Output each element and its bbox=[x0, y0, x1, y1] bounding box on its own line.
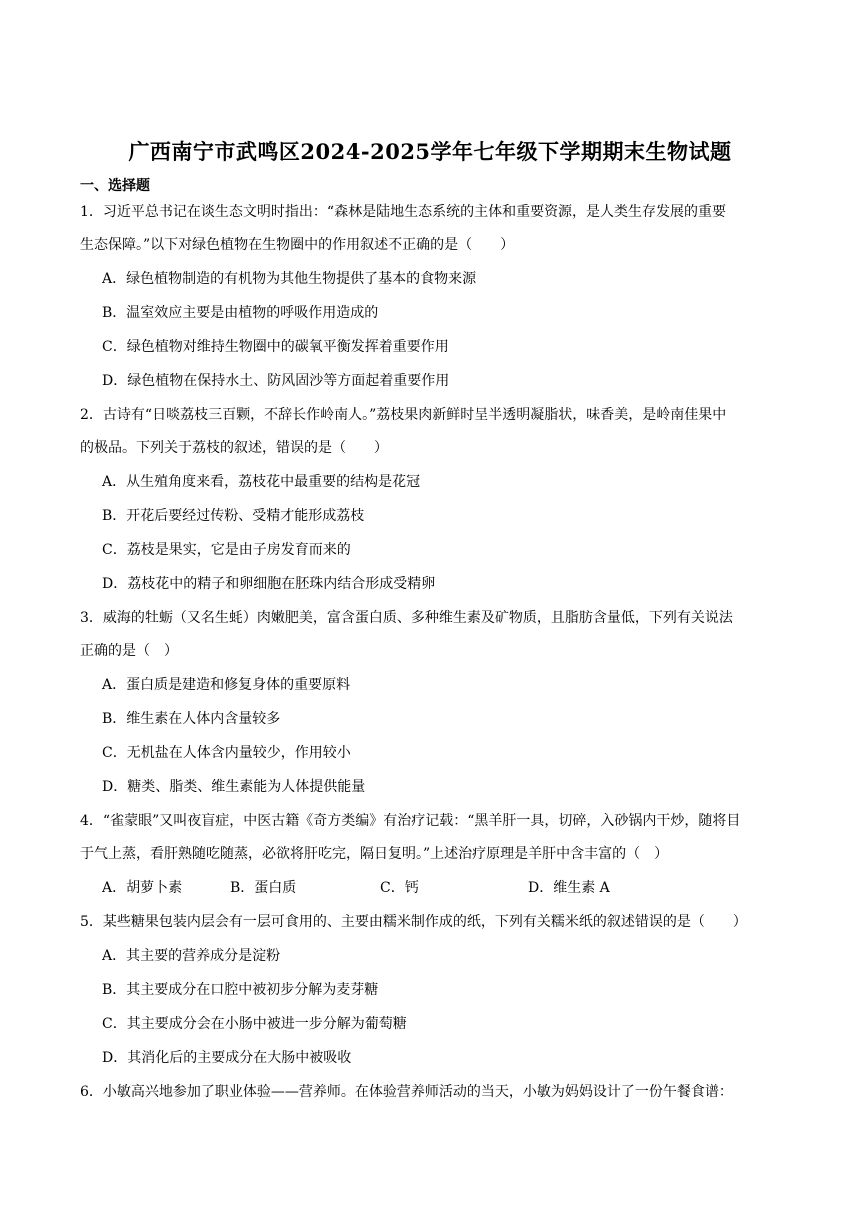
question-5-option-c: C．其主要成分会在小肠中被进一步分解为葡萄糖 bbox=[102, 1016, 407, 1032]
question-5-option-a: A．其主要的营养成分是淀粉 bbox=[102, 948, 281, 964]
section-heading: 一、选择题 bbox=[80, 178, 150, 194]
question-6-line-1: 6．小敏高兴地参加了职业体验——营养师。在体验营养师活动的当天，小敏为妈妈设计了一份午餐食谱： bbox=[80, 1084, 733, 1100]
question-3-line-2: 正确的是（ ） bbox=[80, 643, 178, 659]
question-1-option-d: D．绿色植物在保持水土、防风固沙等方面起着重要作用 bbox=[102, 373, 450, 389]
question-4-option-d: D．维生素 A bbox=[528, 880, 610, 896]
question-3-line-1: 3．威海的牡蛎（又名生蚝）肉嫩肥美，富含蛋白质、多种维生素及矿物质，且脂肪含量低，下列有关说法 bbox=[80, 610, 733, 626]
question-4-line-1: 4．“雀蒙眼”又叫夜盲症，中医古籍《奇方类编》有治疗记载：“黑羊肝一具，切碎，入砂锅内干炒，随将目 bbox=[80, 813, 741, 829]
question-2-option-a: A．从生殖角度来看，荔枝花中最重要的结构是花冠 bbox=[102, 474, 421, 490]
question-4-line-2: 于气上蒸，看肝熟随吃随蒸，必欲将肝吃完，隔日复明。”上述治疗原理是羊肝中含丰富的（ ） bbox=[80, 846, 669, 862]
question-4-option-a: A．胡萝卜素 bbox=[102, 880, 183, 896]
question-3-option-d: D．糖类、脂类、维生素能为人体提供能量 bbox=[102, 779, 366, 795]
question-2-line-1: 2．古诗有“日啖荔枝三百颗，不辞长作岭南人。”荔枝果肉新鲜时呈半透明凝脂状，味香美，是岭南佳果中 bbox=[80, 407, 727, 423]
question-1-option-b: B．温室效应主要是由植物的呼吸作用造成的 bbox=[102, 305, 379, 321]
page-title: 广西南宁市武鸣区2024-2025学年七年级下学期期末生物试题 bbox=[128, 139, 732, 164]
question-2-option-d: D．荔枝花中的精子和卵细胞在胚珠内结合形成受精卵 bbox=[102, 576, 436, 592]
question-3-option-b: B．维生素在人体内含量较多 bbox=[102, 711, 281, 727]
question-2-line-2: 的极品。下列关于荔枝的叙述，错误的是（ ） bbox=[80, 440, 388, 456]
question-1-line-1: 1．习近平总书记在谈生态文明时指出：“森林是陆地生态系统的主体和重要资源，是人类生存发展的重要 bbox=[80, 204, 727, 220]
question-4-option-b: B．蛋白质 bbox=[230, 880, 297, 896]
question-3-option-a: A．蛋白质是建造和修复身体的重要原料 bbox=[102, 677, 351, 693]
question-1-line-2: 生态保障。”以下对绿色植物在生物圈中的作用叙述不正确的是（ ） bbox=[80, 237, 515, 253]
question-5-line-1: 5．某些糖果包装内层会有一层可食用的、主要由糯米制作成的纸，下列有关糯米纸的叙述错误的是（ ） bbox=[80, 914, 747, 930]
question-5-option-d: D．其消化后的主要成分在大肠中被吸收 bbox=[102, 1050, 352, 1066]
question-1-option-a: A．绿色植物制造的有机物为其他生物提供了基本的食物来源 bbox=[102, 271, 477, 287]
question-1-option-c: C．绿色植物对维持生物圈中的碳氧平衡发挥着重要作用 bbox=[102, 339, 449, 355]
question-2-option-b: B．开花后要经过传粉、受精才能形成荔枝 bbox=[102, 508, 365, 524]
question-3-option-c: C．无机盐在人体含内量较少，作用较小 bbox=[102, 745, 351, 761]
question-5-option-b: B．其主要成分在口腔中被初步分解为麦芽糖 bbox=[102, 982, 379, 998]
question-4-option-c: C．钙 bbox=[380, 880, 419, 896]
question-2-option-c: C．荔枝是果实，它是由子房发育而来的 bbox=[102, 542, 351, 558]
